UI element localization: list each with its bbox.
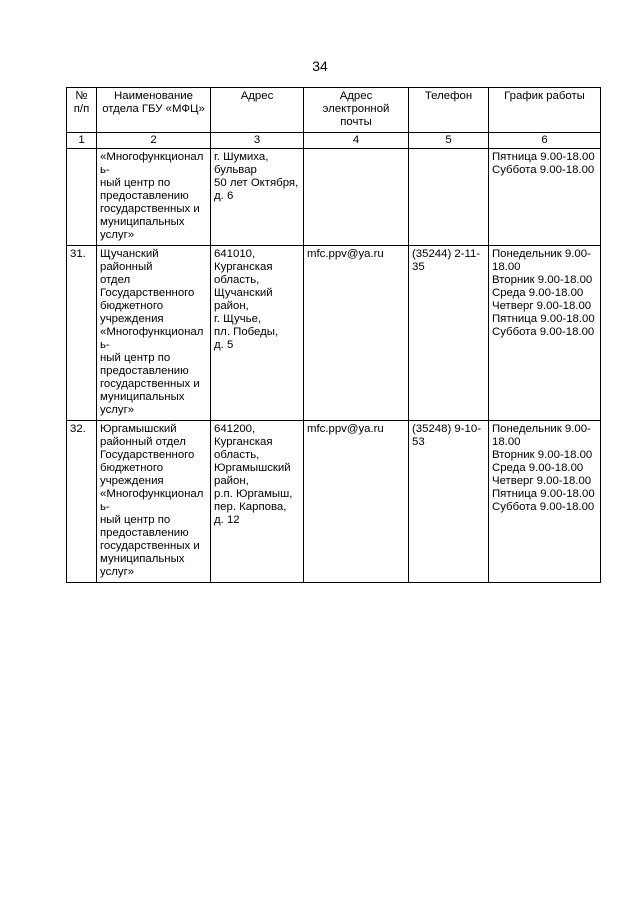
mfc-offices-table — [66, 87, 601, 583]
column-number: 5 — [409, 133, 489, 149]
column-number: 1 — [67, 133, 97, 149]
department-email: mfc.ppv@ya.ru — [304, 421, 409, 583]
column-number: 2 — [97, 133, 211, 149]
header-schedule: График работы — [489, 88, 601, 133]
department-schedule: Понедельник 9.00- 18.00 Вторник 9.00-18.00 Среда 9.00-18.00 Четверг 9.00-18.00 Пятница 9.00-18.00 Суббота 9.00-18.00 — [489, 421, 601, 583]
column-number: 3 — [211, 133, 304, 149]
department-phone: (35248) 9-10- 53 — [409, 421, 489, 583]
column-number: 6 — [489, 133, 601, 149]
department-address: 641200, Курганская область, Юргамышский район, р.п. Юргамыш, пер. Карпова, д. 12 — [211, 421, 304, 583]
department-name: «Многофункциональ- ный центр по предоставлению государственных и муниципальных услуг» — [97, 149, 211, 246]
department-name: Юргамышский районный отдел Государственного бюджетного учреждения «Многофункциональ- ный центр по предоставлению государственных и муниципальных услуг» — [97, 421, 211, 583]
department-phone — [409, 149, 489, 246]
column-number-row — [67, 133, 601, 149]
department-address: 641010, Курганская область, Щучанский район, г. Щучье, пл. Победы, д. 5 — [211, 246, 304, 421]
department-phone: (35244) 2-11- 35 — [409, 246, 489, 421]
department-address: г. Шумиха, бульвар 50 лет Октября, д. 6 — [211, 149, 304, 246]
department-schedule: Пятница 9.00-18.00 Суббота 9.00-18.00 — [489, 149, 601, 246]
column-number: 4 — [304, 133, 409, 149]
header-department-name: Наименование отдела ГБУ «МФЦ» — [97, 88, 211, 133]
header-email: Адрес электронной почты — [304, 88, 409, 133]
department-name: Щучанский районный отдел Государственного бюджетного учреждения «Многофункциональ- ный центр по предоставлению государственных и муниципальных услуг» — [97, 246, 211, 421]
table-row — [67, 421, 601, 583]
row-number: 31. — [67, 246, 97, 421]
table-header-row — [67, 88, 601, 133]
department-schedule: Понедельник 9.00- 18.00 Вторник 9.00-18.00 Среда 9.00-18.00 Четверг 9.00-18.00 Пятница 9.00-18.00 Суббота 9.00-18.00 — [489, 246, 601, 421]
department-email: mfc.ppv@ya.ru — [304, 246, 409, 421]
page-number: 34 — [312, 58, 328, 74]
row-number — [67, 149, 97, 246]
row-number: 32. — [67, 421, 97, 583]
header-number: № п/п — [67, 88, 97, 133]
table-row — [67, 149, 601, 246]
department-email — [304, 149, 409, 246]
header-address: Адрес — [211, 88, 304, 133]
table-row — [67, 246, 601, 421]
header-phone: Телефон — [409, 88, 489, 133]
